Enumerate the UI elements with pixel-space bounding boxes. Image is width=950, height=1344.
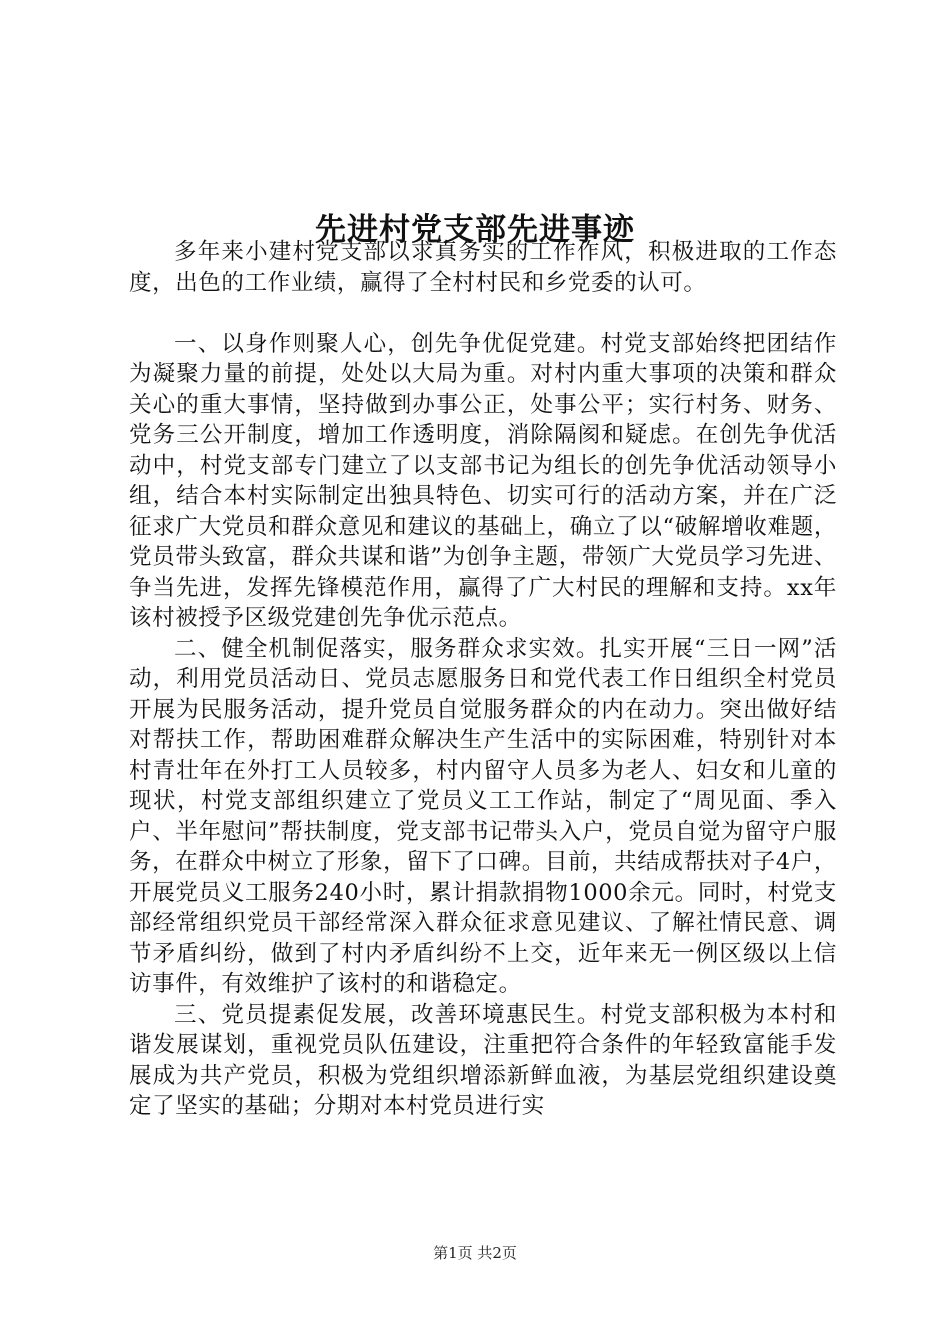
intro-paragraph: 多年来小建村党支部以求真务实的工作作风，积极进取的工作态度，出色的工作业绩，赢得了全村村民和乡党委的认可。 [129, 239, 837, 296]
section-three-paragraph: 三、党员提素促发展，改善环境惠民生。村党支部积极为本村和谐发展谋划，重视党员队伍建设，注重把符合条件的年轻致富能手发展成为共产党员，积极为党组织增添新鲜血液，为基层党组织建设奠定了坚实的基础；分期对本村党员进行实 [129, 1001, 837, 1119]
document-title: 先进村党支部先进事迹 [315, 211, 635, 248]
section-one-paragraph: 一、以身作则聚人心，创先争优促党建。村党支部始终把团结作为凝聚力量的前提，处处以大局为重。对村内重大事项的决策和群众关心的重大事情，坚持做到办事公正，处事公平；实行村务、财务、党务三公开制度，增加工作透明度，消除隔阂和疑虑。在创先争优活动中，村党支部专门建立了以支部书记为组长的创先争优活动领导小组，结合本村实际制定出独具特色、切实可行的活动方案，并在广泛征求广大党员和群众意见和建议的基础上，确立了以“破解增收难题，党员带头致富，群众共谋和谐”为创争主题，带领广大党员学习先进、争当先进，发挥先锋模范作用，赢得了广大村民的理解和支持。xx年该村被授予区级党建创先争优示范点。 [129, 330, 837, 631]
document-body [129, 237, 837, 1122]
section-two-paragraph: 二、健全机制促落实，服务群众求实效。扎实开展“三日一网”活动，利用党员活动日、党员志愿服务日和党代表工作日组织全村党员开展为民服务活动，提升党员自觉服务群众的内在动力。突出做好结对帮扶工作，帮助困难群众解决生产生活中的实际困难，特别针对本村青壮年在外打工人员较多，村内留守人员多为老人、妇女和儿童的现状，村党支部组织建立了党员义工工作站，制定了“周见面、季入户、半年慰问”帮扶制度，党支部书记带头入户，党员自觉为留守户服务，在群众中树立了形象，留下了口碑。目前，共结成帮扶对子4户，开展党员义工服务240小时，累计捐款捐物1000余元。同时，村党支部经常组织党员干部经常深入群众征求意见建议、了解社情民意、调节矛盾纠纷，做到了村内矛盾纠纷不上交，近年来无一例区级以上信访事件，有效维护了该村的和谐稳定。 [129, 635, 837, 997]
page-number-footer: 第1页 共2页 [433, 1244, 517, 1262]
